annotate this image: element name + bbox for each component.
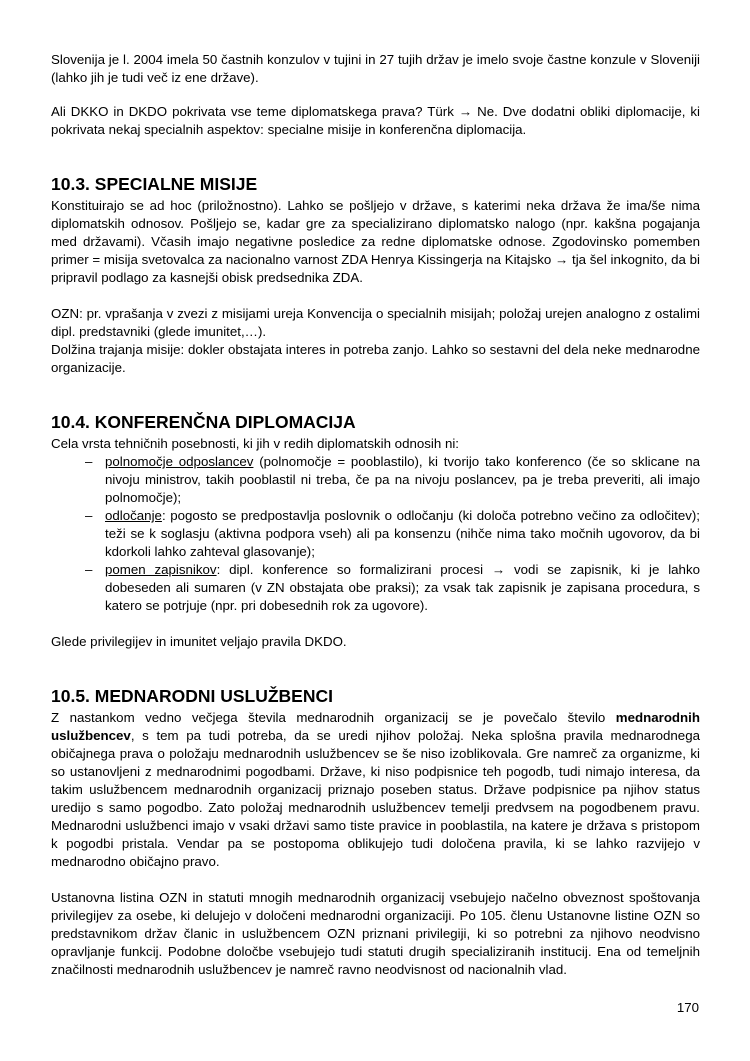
section-heading-10-3: 10.3. SPECIALNE MISIJE (51, 174, 258, 194)
list-item-text: odločanje: pogosto se predpostavlja poslovnik o odločanju (ki določa potrebno večino za odločitev); teži se k soglasju (aktivna podpora vseh) ali pa konsenzu (nihče nima tako močnih ugovorov, da bi kdorkoli lahko zahteval glasovanje); (105, 508, 700, 559)
paragraph-consuls: Slovenija je l. 2004 imela 50 častnih konzulov v tujini in 27 tujih držav je imelo svoje častne konzule v Sloveniji (lahko jih je tudi več iz ene države). (51, 52, 700, 85)
page-number: 170 (676, 1000, 699, 1015)
paragraph-dkko-dkdo: Ali DKKO in DKDO pokrivata vse teme diplomatskega prava? Türk → Ne. Dve dodatni obliki diplomacije, ki pokrivata nekaj specialnih aspektov: specialne misije in konferenčna diplomacija. (51, 104, 700, 137)
paragraph-ozn-convention: OZN: pr. vprašanja v zvezi z misijami ureja Konvencija o specialnih misijah; položaj urejen analogno z ostalimi dipl. predstavniki (glede imunitet,…). (51, 306, 700, 339)
dash-marker: – (85, 454, 93, 469)
list-item-text: polnomočje odposlancev (polnomočje = pooblastilo), ki tvorijo tako konferenco (če so sklicane na nivoju ministrov, takih pooblastil ni treba, če pa na nivoju poslancev, pa je treba preveriti, ali imajo polnomočje); (105, 454, 700, 505)
paragraph-privileges-dkdo: Glede privilegijev in imunitet veljajo pravila DKDO. (51, 634, 347, 649)
bullet-list (51, 453, 700, 615)
dash-marker: – (85, 508, 93, 523)
paragraph-un-charter: Ustanovna listina OZN in statuti mnogih mednarodnih organizacij vsebujejo načelno obveznost spoštovanja privilegijev za osebe, ki delujejo v določeni mednarodni organizaciji. Po 105. členu Ustanovne listine OZN so predstavnikom držav članic in uslužbencem OZN priznani privilegiji, ki so potrebni za njihovo neodvisno opravljanje funkcij. Podobne določbe vsebujejo tudi statuti drugih specializiranih institucij. Ena od temeljnih značilnosti mednarodnih uslužbencev je namreč ravno neodvisnost od nacionalnih vlad. (51, 890, 700, 977)
list-item-odlocanje (85, 507, 700, 561)
section-heading-10-4: 10.4. KONFERENČNA DIPLOMACIJA (51, 412, 356, 432)
list-item-polnomocje (85, 453, 700, 507)
paragraph-conference-lead: Cela vrsta tehničnih posebnosti, ki jih v redih diplomatskih odnosih ni: (51, 436, 459, 451)
list-item-zapisniki (85, 561, 700, 615)
paragraph-international-officials: Z nastankom vedno večjega števila mednarodnih organizacij se je povečalo število mednarodnih uslužbencev, s tem pa tudi potreba, da se uredi njihov položaj. Neka splošna pravila mednarodnega običajnega prava o položaju mednarodnih uslužbencev se še niso izoblikovala. Gre namreč za organizme, ki so ustanovljeni z mednarodnimi pogodbami. Države, ki niso podpisnice teh pogodb, tudi nimajo interesa, da takim uslužbencem mednarodnih organizacij priznajo poseben status. Države podpisnice pa njihov status uredijo s samo pogodbo. Zato položaj mednarodnih uslužbencev temelji predvsem na pogodbenem pravu. Mednarodni uslužbenci imajo v vsaki državi samo tiste pravice in pooblastila, na katere je država s pristopom k pogodbi pristala. Vendar pa se postopoma oblikujejo tudi določena pravila, ki se lahko razvijejo v mednarodno običajno pravo. (51, 710, 700, 869)
dash-marker: – (85, 562, 93, 577)
paragraph-mission-duration: Dolžina trajanja misije: dokler obstajata interes in potreba zanjo. Lahko so sestavni del dela neke mednarodne organizacije. (51, 342, 700, 375)
list-item-text: pomen zapisnikov: dipl. konference so formalizirani procesi → vodi se zapisnik, ki je lahko dobeseden ali sumaren (v ZN obstajata obe praksi); za vsak tak zapisnik je zapisana procedura, s katero se potrjuje (npr. pri dobesednih rok za ugovore). (105, 562, 700, 613)
section-heading-10-5: 10.5. MEDNARODNI USLUŽBENCI (51, 686, 333, 706)
paragraph-special-missions: Konstituirajo se ad hoc (priložnostno). Lahko se pošljejo v države, s katerimi neka država že ima/še nima diplomatskih odnosov. Pošljejo se, kadar gre za specializirano diplomatsko nalogo (npr. kakšna pogajanja med državami). Včasih imajo negativne posledice za redne diplomatske odnose. Zgodovinsko pomemben primer = misija svetovalca za nacionalno varnost ZDA Henrya Kissingerja na Kitajsko → tja šel inkognito, da bi pripravil podlago za kasnejši obisk predsednika ZDA. (51, 198, 700, 285)
